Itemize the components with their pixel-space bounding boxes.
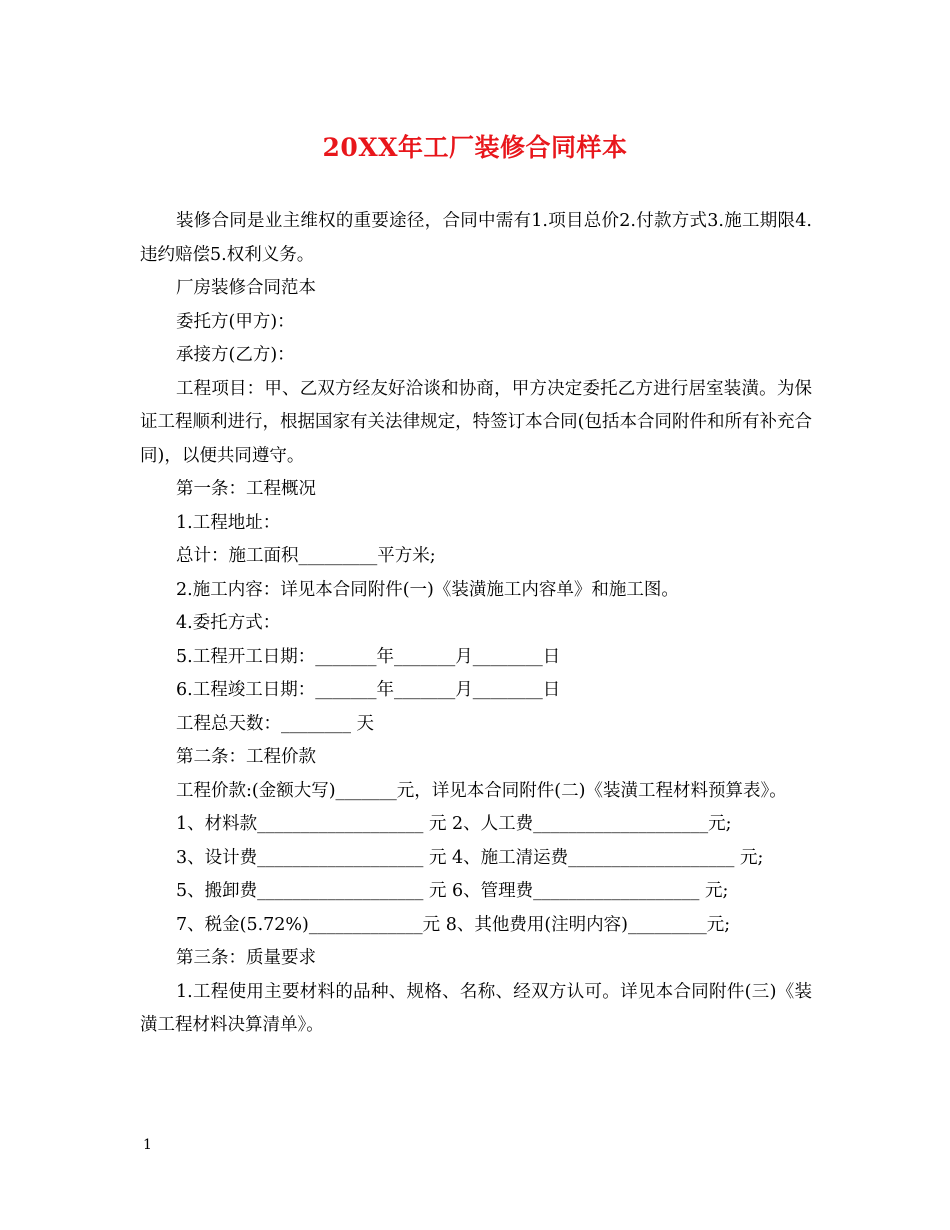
paragraph-start-date: 5.工程开工日期：_______年_______月________日 — [176, 646, 561, 667]
paragraph-party-b: 承接方(乙方)： — [176, 345, 295, 365]
document-title: 20XX年工厂装修合同样本 — [322, 133, 628, 162]
paragraph-materials: 1.工程使用主要材料的品种、规格、名称、经双方认可。详见本合同附件(三)《装潢工程材料决算清单》。 — [140, 981, 812, 1035]
paragraph-area: 总计：施工面积_________平方米; — [176, 546, 436, 566]
paragraph-fees-4: 7、税金(5.72%)_____________元 8、其他费用(注明内容)_________元; — [176, 914, 731, 935]
paragraph-fees-2: 3、设计费___________________ 元 4、施工清运费___________________ 元; — [176, 847, 764, 868]
paragraph-article-1-heading: 第一条：工程概况 — [176, 479, 316, 499]
paragraph-fees-3: 5、搬卸费___________________ 元 6、管理费___________________ 元; — [176, 881, 729, 901]
paragraph-end-date: 6.工程竣工日期：_______年_______月________日 — [176, 680, 561, 700]
paragraph-intro: 装修合同是业主维权的重要途径，合同中需有1.项目总价2.付款方式3.施工期限4.违约赔偿5.权利义务。 — [140, 211, 812, 265]
paragraph-project: 工程项目：甲、乙双方经友好洽谈和协商，甲方决定委托乙方进行居室装潢。为保证工程顺利进行，根据国家有关法律规定，特签订本合同(包括本合同附件和所有补充合同)，以便共同遵守。 — [140, 378, 812, 466]
paragraph-article-3-heading: 第三条：质量要求 — [176, 948, 316, 968]
paragraph-content: 2.施工内容：详见本合同附件(一)《装潢施工内容单》和施工图。 — [176, 579, 679, 600]
paragraph-template-name: 厂房装修合同范本 — [176, 278, 316, 298]
paragraph-total-days: 工程总天数：________ 天 — [176, 713, 375, 734]
paragraph-price: 工程价款:(金额大写)_______元，详见本合同附件(二)《装潢工程材料预算表》。 — [176, 780, 787, 801]
paragraph-fees-1: 1、材料款___________________ 元 2、人工费____________________元; — [176, 814, 732, 834]
paragraph-article-2-heading: 第二条：工程价款 — [176, 747, 316, 767]
document-body — [140, 205, 812, 1043]
paragraph-method: 4.委托方式： — [176, 613, 281, 633]
page-number: 1 — [143, 1137, 152, 1153]
paragraph-party-a: 委托方(甲方)： — [176, 311, 295, 332]
paragraph-address: 1.工程地址： — [176, 512, 281, 533]
